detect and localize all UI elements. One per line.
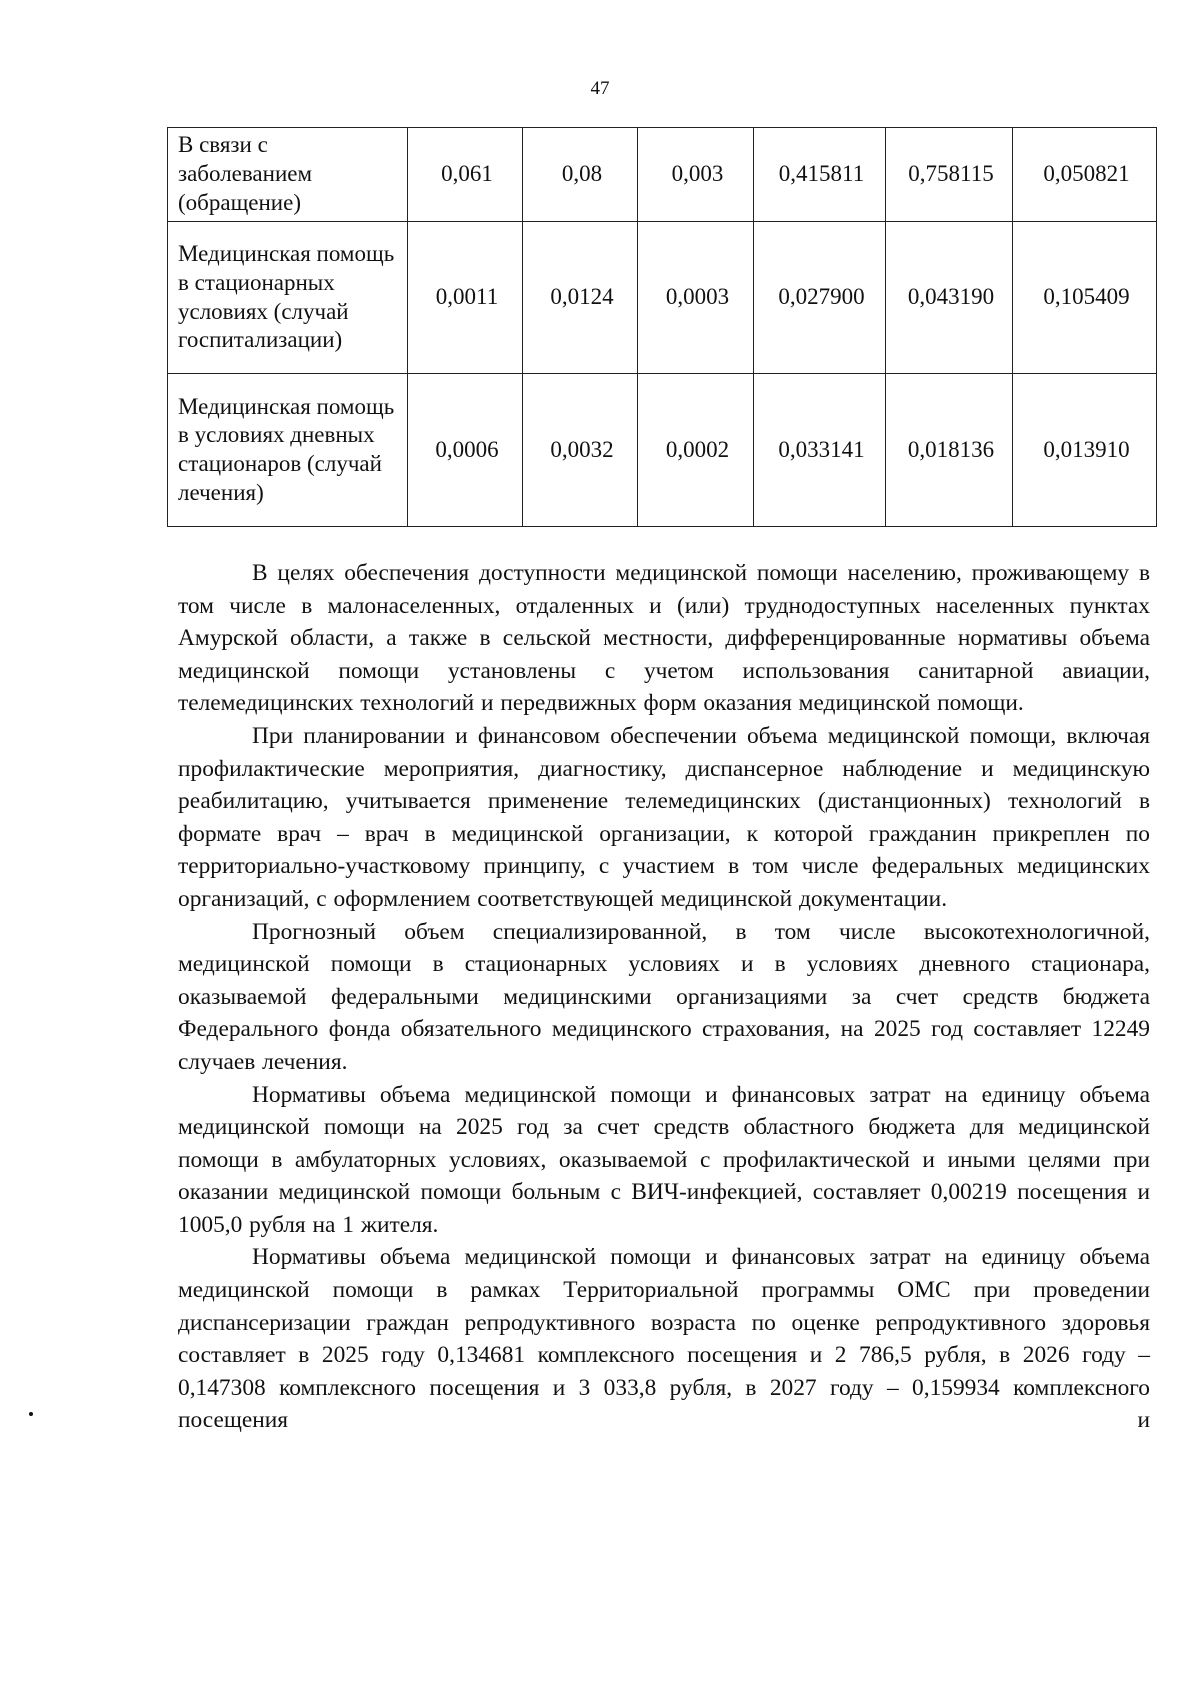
table-cell: 0,003 xyxy=(638,128,754,222)
table-cell: 0,0011 xyxy=(408,222,523,374)
scan-dot xyxy=(29,1412,33,1416)
normatives-table xyxy=(167,127,1157,527)
table-cell: 0,105409 xyxy=(1013,222,1157,374)
paragraph-accessibility: В целях обеспечения доступности медицинской помощи населению, проживающему в том числе в малонаселенных, отдаленных и (или) труднодоступных населенных пунктах Амурской области, а также в сельской местности, дифференцированные нормативы объема медицинской помощи установлены с учетом использования санитарной авиации, телемедицинских технологий и передвижных форм оказания медицинской помощи. xyxy=(178,560,1150,717)
table-cell: 0,0003 xyxy=(638,222,754,374)
table-cell: 0,033141 xyxy=(754,374,886,527)
table-cell: 0,0002 xyxy=(638,374,754,527)
table-row xyxy=(168,374,1157,527)
table-cell: 0,0006 xyxy=(408,374,523,527)
row-label: Медицинская помощь в стационарных условиях (случай госпитализации) xyxy=(168,222,408,374)
table-cell: 0,0124 xyxy=(523,222,638,374)
paragraph-reproductive-health: Нормативы объема медицинской помощи и финансовых затрат на единицу объема медицинской помощи в рамках Территориальной программы ОМС при проведении диспансеризации граждан репродуктивного возраста по оценке репродуктивного здоровья составляет в 2025 году 0,134681 комплексного посещения и 2 786,5 рубля, в 2026 году – 0,147308 комплексного посещения и 3 033,8 рубля, в 2027 году – 0,159934 комплексного посещения и xyxy=(178,1244,1150,1434)
table-row xyxy=(168,128,1157,222)
table-cell: 0,061 xyxy=(408,128,523,222)
table-cell: 0,018136 xyxy=(886,374,1013,527)
paragraph-forecast-volume: Прогнозный объем специализированной, в том числе высокотехнологичной, медицинской помощи в стационарных условиях и в условиях дневного стационара, оказываемой федеральными медицинскими организациями за счет средств бюджета Федерального фонда обязательного медицинского страхования, на 2025 год составляет 12249 случаев лечения. xyxy=(178,918,1150,1075)
table-cell: 0,415811 xyxy=(754,128,886,222)
table-row xyxy=(168,222,1157,374)
paragraph-telemedicine: При планировании и финансовом обеспечении объема медицинской помощи, включая профилактические мероприятия, диагностику, диспансерное наблюдение и медицинскую реабилитацию, учитывается применение телемедицинских (дистанционных) технологий в формате врач – врач в медицинской организации, к которой гражданин прикреплен по территориально-участковому принципу, с участием в том числе федеральных медицинских организаций, с оформлением соответствующей медицинской документации. xyxy=(178,722,1150,912)
table-cell: 0,0032 xyxy=(523,374,638,527)
table-cell: 0,043190 xyxy=(886,222,1013,374)
row-label: Медицинская помощь в условиях дневных стационаров (случай лечения) xyxy=(168,374,408,527)
body-text xyxy=(178,557,1150,1437)
table-cell: 0,027900 xyxy=(754,222,886,374)
page-number: 47 xyxy=(590,78,610,99)
table-cell: 0,013910 xyxy=(1013,374,1157,527)
row-label: В связи с заболеванием (обращение) xyxy=(168,128,408,222)
table-cell: 0,758115 xyxy=(886,128,1013,222)
table-cell: 0,050821 xyxy=(1013,128,1157,222)
paragraph-hiv-normatives: Нормативы объема медицинской помощи и финансовых затрат на единицу объема медицинской помощи на 2025 год за счет средств областного бюджета для медицинской помощи в амбулаторных условиях, оказываемой с профилактической и иными целями при оказании медицинской помощи больным с ВИЧ-инфекцией, составляет 0,00219 посещения и 1005,0 рубля на 1 жителя. xyxy=(178,1081,1150,1238)
table-cell: 0,08 xyxy=(523,128,638,222)
